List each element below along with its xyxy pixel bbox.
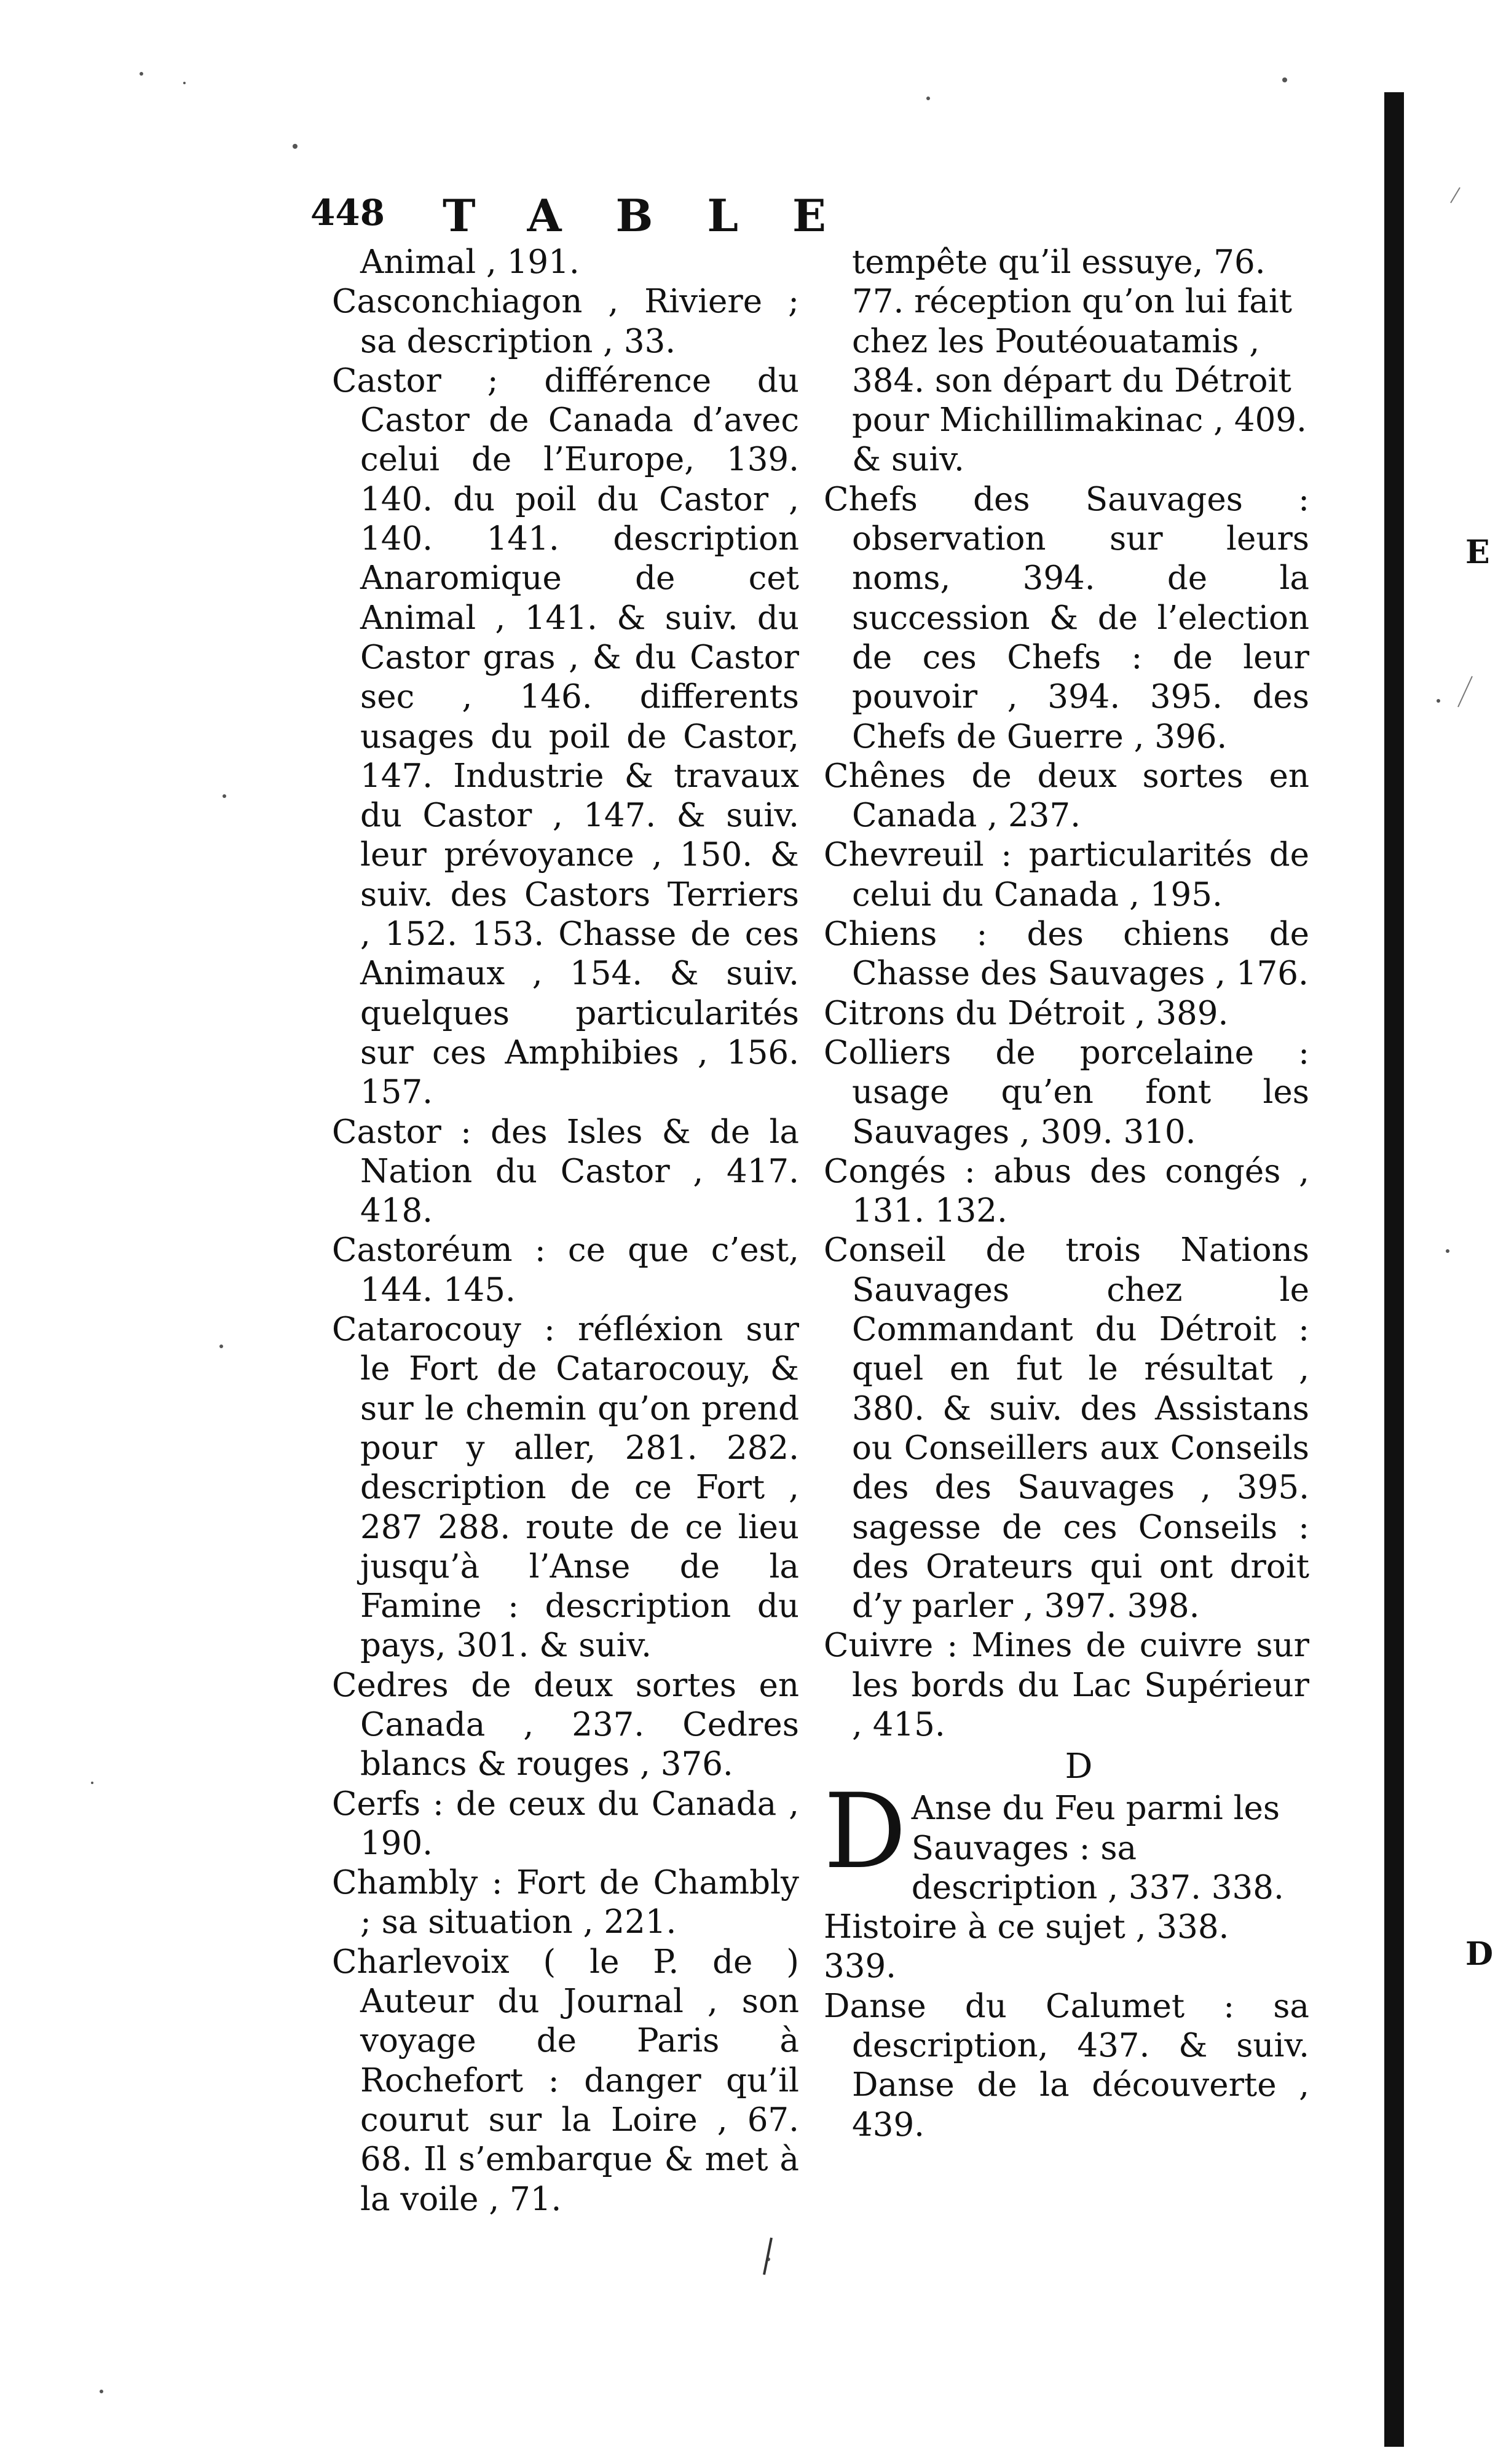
index-entry: Castoréum : ce que c’est, 144. 145. — [332, 1231, 799, 1309]
drop-cap-letter: D — [824, 1771, 907, 1892]
index-entry: Chiens : des chiens de Chasse des Sauvages , 176. — [824, 915, 1309, 993]
index-entry: Chevreuil : particularités de celui du Canada , 195. — [824, 836, 1309, 914]
index-entry: Chefs des Sauvages : observation sur leurs noms, 394. de la succession & de l’election de ces Chefs : de leur pouvoir , 394. 395. des Chefs de Guerre , 396. — [824, 480, 1309, 756]
index-entry: Castor : des Isles & de la Nation du Castor , 417. 418. — [332, 1113, 799, 1230]
section-heading-d: D — [1065, 1747, 1093, 1787]
index-entry: Conseil de trois Nations Sauvages chez le Commandant du Détroit : quel en fut le résultat , 380. & suiv. des Assistans ou Conseillers aux Conseils des des Sauvages , 395. sagesse de ces Conseils : des Orateurs qui ont droit d’y parler , 397. 398. — [824, 1231, 1309, 1625]
index-entry-continuation: Animal , 191. — [360, 243, 580, 281]
index-entry: Cedres de deux sortes en Canada , 237. Cedres blancs & rouges , 376. — [332, 1666, 799, 1783]
index-entry: Cerfs : de ceux du Canada , 190. — [332, 1785, 799, 1862]
index-entry: Congés : abus des congés , 131. 132. — [824, 1152, 1309, 1230]
index-entry: Casconchiagon , Riviere ; sa description , 33. — [332, 283, 799, 360]
index-entry: Chênes de deux sortes en Canada , 237. — [824, 757, 1309, 835]
index-entry: Cuivre : Mines de cuivre sur les bords du Lac Supérieur , 415. — [824, 1627, 1309, 1743]
index-entry-continuation: tempête qu’il essuye, 76. 77. réception qu’on lui fait chez les Poutéouatamis , 384. son départ du Détroit pour Michillimakinac , 409. & suiv. — [852, 243, 1307, 479]
index-entry: Charlevoix ( le P. de ) Auteur du Journal , son voyage de Paris à Rochefort : danger qu’il courut sur la Loire , 67. 68. Il s’embarque & met à la voile , 71. — [332, 1943, 799, 2218]
index-entry: Danse du Calumet : sa description, 437. & suiv. Danse de la découverte , 439. — [824, 1987, 1309, 2144]
facing-page-letter-bottom: D — [1465, 1935, 1494, 1973]
index-entry: Chambly : Fort de Chambly ; sa situation , 221. — [332, 1864, 799, 1941]
facing-page-letter-top: E — [1465, 534, 1490, 571]
index-entry-dropcap-text: Anse du Feu parmi les Sauvages : sa description , 337. 338. Histoire à ce sujet , 338. 339. — [824, 1790, 1284, 1986]
index-entry: Catarocouy : réfléxion sur le Fort de Catarocouy, & sur le chemin qu’on prend pour y aller, 281. 282. description de ce Fort , 287 288. route de ce lieu jusqu’à l’Anse de la Famine : description du pays, 301. & suiv. — [332, 1311, 799, 1665]
index-entry: Castor ; différence du Castor de Canada d’avec celui de l’Europe, 139. 140. du poil du Castor , 140. 141. description Anaromique de cet Animal , 141. & suiv. du Castor gras , & du Castor sec , 146. differents usages du poil de Castor, 147. Industrie & travaux du Castor , 147. & suiv. leur prévoyance , 150. & suiv. des Castors Terriers , 152. 153. Chasse de ces Animaux , 154. & suiv. quelques particularités sur ces Amphibies , 156. 157. — [332, 361, 799, 1112]
index-entry: Colliers de porcelaine : usage qu’en font les Sauvages , 309. 310. — [824, 1033, 1309, 1151]
index-entry: Citrons du Détroit , 389. — [824, 994, 1229, 1032]
page-title: TABLE — [443, 189, 880, 242]
page-number: 448 — [310, 192, 385, 234]
